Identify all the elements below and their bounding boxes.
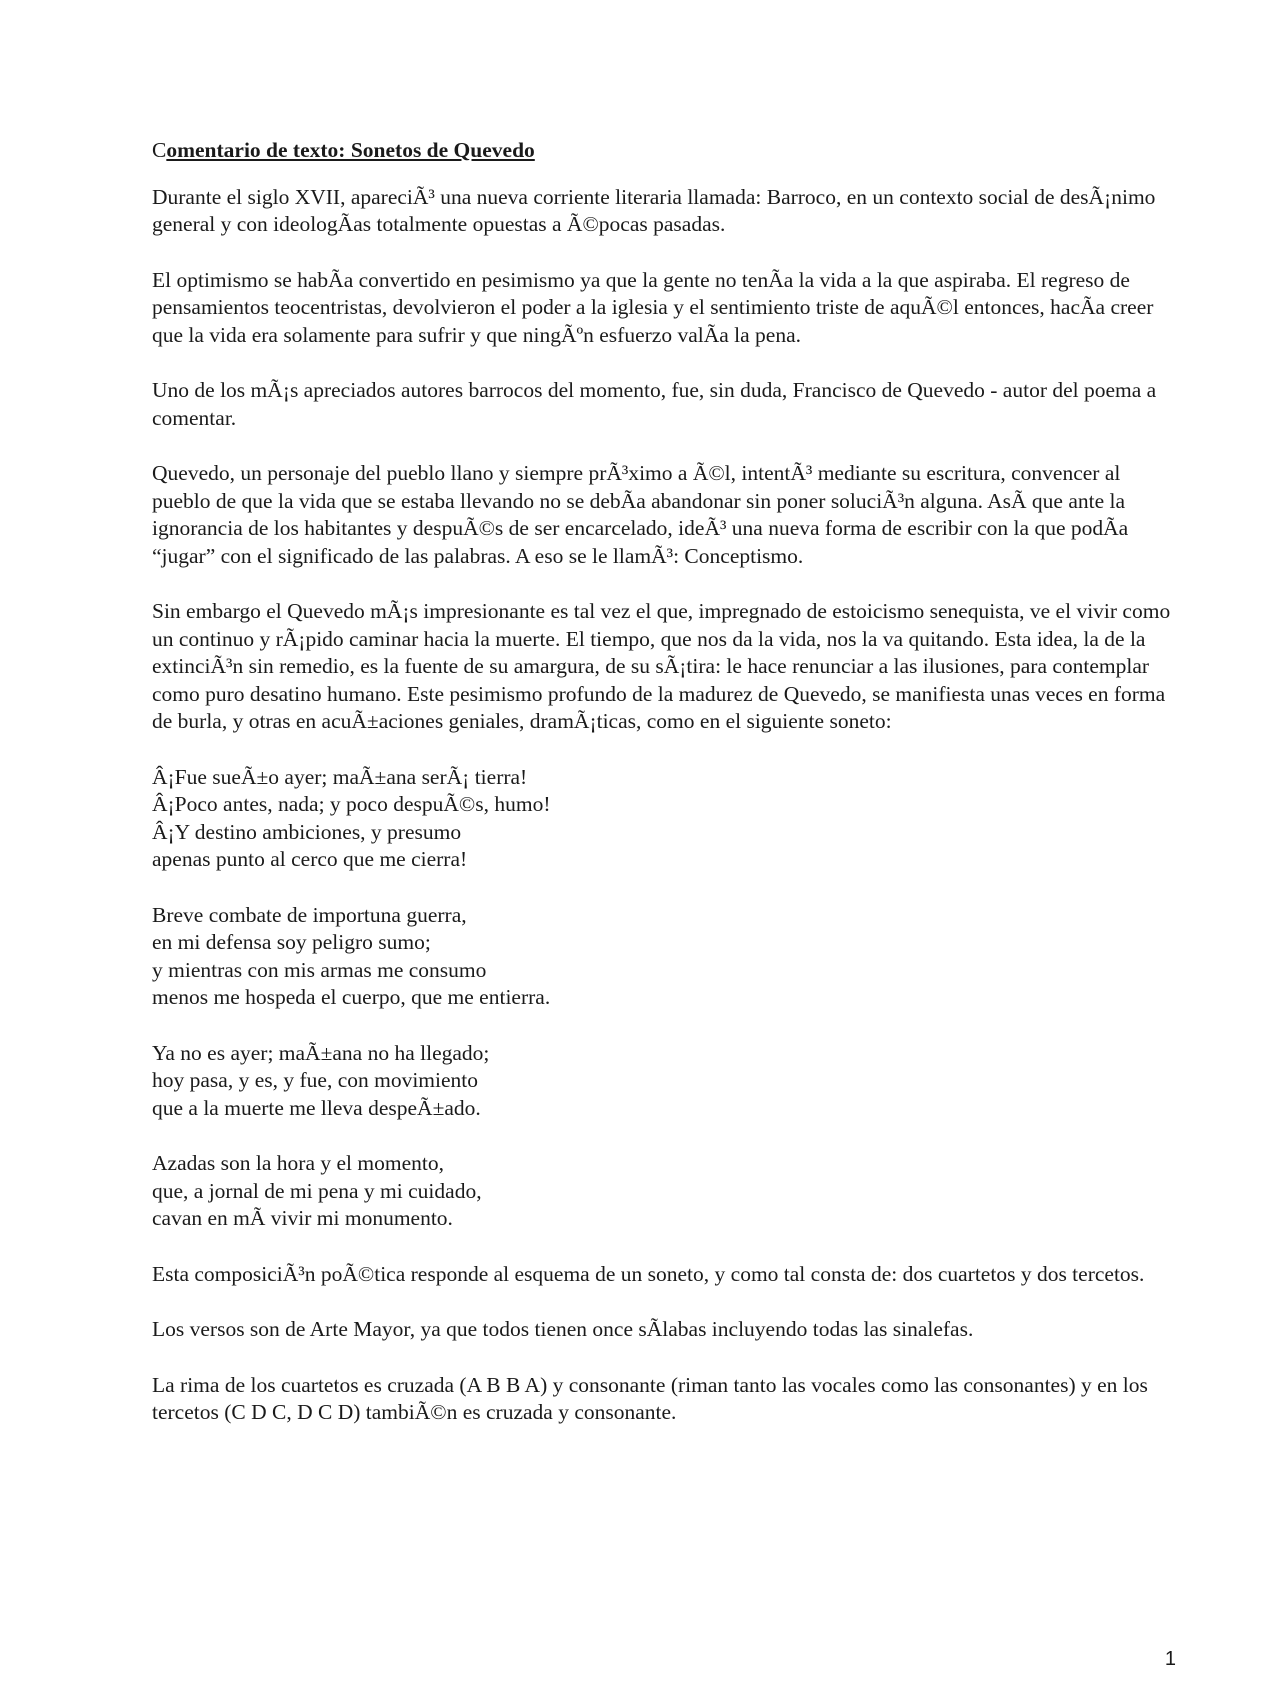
verse-line: Azadas son la hora y el momento, bbox=[152, 1151, 444, 1175]
sonnet-stanza-2 bbox=[152, 902, 1182, 1012]
paragraph-intro-5: Sin embargo el Quevedo mÃ¡s impresionante es tal vez el que, impregnado de estoicismo senequista, ve el vivir como un continuo y rÃ¡pido caminar hacia la muerte. El tiempo, que nos da la vida, nos la va quitando. Esta idea, la de la extinciÃ³n sin remedio, es la fuente de su amargura, de su sÃ¡tira: le hace renunciar a las ilusiones, para contemplar como puro desatino humano. Este pesimismo profundo de la madurez de Quevedo, se manifiesta unas veces en forma de burla, y otras en acuÃ±aciones geniales, dramÃ¡ticas, como en el siguiente soneto: bbox=[152, 599, 1171, 733]
verse-line: que, a jornal de mi pena y mi cuidado, bbox=[152, 1178, 482, 1203]
paragraph-intro-3: Uno de los mÃ¡s apreciados autores barrocos del momento, fue, sin duda, Francisco de Quevedo - autor del poema a comentar. bbox=[152, 378, 1157, 430]
paragraph-intro-4: Quevedo, un personaje del pueblo llano y siempre prÃ³ximo a Ã©l, intentÃ³ mediante su escritura, convencer al pueblo de que la vida que se estaba llevando no se debÃa abandonar sin poner soluciÃ³n alguna. AsÃ que ante la ignorancia de los habitantes y despuÃ©s de ser encarcelado, ideÃ³ una nueva forma de escribir con la que podÃa “jugar” con el significado de las palabras. A eso se le llamÃ³: Conceptismo. bbox=[152, 461, 1129, 568]
sonnet-stanza-1 bbox=[152, 764, 1182, 874]
document-title bbox=[152, 137, 1182, 165]
title-initial: C bbox=[152, 138, 167, 162]
sonnet-stanza-4 bbox=[152, 1150, 1182, 1233]
verse-line: Â¡Fue sueÃ±o ayer; maÃ±ana serÃ¡ tierra! bbox=[152, 764, 528, 789]
paragraph-analysis-1: Esta composiciÃ³n poÃ©tica responde al esquema de un soneto, y como tal consta de: dos cuartetos y dos tercetos. bbox=[152, 1261, 1145, 1286]
verse-line: y mientras con mis armas me consumo bbox=[152, 957, 487, 982]
verse-line: cavan en mÃ vivir mi monumento. bbox=[152, 1206, 453, 1230]
verse-line: menos me hospeda el cuerpo, que me entierra. bbox=[152, 985, 551, 1009]
title-text: omentario de texto: Sonetos de Quevedo bbox=[166, 138, 535, 162]
paragraph-intro-2: El optimismo se habÃa convertido en pesimismo ya que la gente no tenÃa la vida a la que aspiraba. El regreso de pensamientos teocentristas, devolvieron el poder a la iglesia y el sentimiento triste de aquÃ©l entonces, hacÃa creer que la vida era solamente para sufrir y que ningÃºn esfuerzo valÃa la pena. bbox=[152, 267, 1154, 347]
paragraph-analysis-3: La rima de los cuartetos es cruzada (A B B A) y consonante (riman tanto las vocales como las consonantes) y en los tercetos (C D C, D C D) tambiÃ©n es cruzada y consonante. bbox=[152, 1372, 1148, 1424]
page-number: 1 bbox=[1164, 1648, 1176, 1670]
paragraph-intro-1: Durante el siglo XVII, apareciÃ³ una nueva corriente literaria llamada: Barroco, en un contexto social de desÃ¡nimo general y con ideologÃas totalmente opuestas a Ã©pocas pasadas. bbox=[152, 184, 1156, 236]
verse-line: apenas punto al cerco que me cierra! bbox=[152, 847, 468, 871]
verse-line: Ya no es ayer; maÃ±ana no ha llegado; bbox=[152, 1040, 490, 1065]
verse-line: en mi defensa soy peligro sumo; bbox=[152, 930, 431, 954]
verse-line: Breve combate de importuna guerra, bbox=[152, 902, 467, 927]
verse-line: hoy pasa, y es, y fue, con movimiento bbox=[152, 1068, 479, 1092]
sonnet-stanza-3 bbox=[152, 1040, 1182, 1123]
paragraph-analysis-2: Los versos son de Arte Mayor, ya que todos tienen once sÃlabas incluyendo todas las sinalefas. bbox=[152, 1317, 974, 1341]
document-body bbox=[152, 137, 1182, 1455]
verse-line: Â¡Poco antes, nada; y poco despuÃ©s, humo! bbox=[152, 792, 551, 816]
verse-line: Â¡Y destino ambiciones, y presumo bbox=[152, 819, 462, 844]
verse-line: que a la muerte me lleva despeÃ±ado. bbox=[152, 1095, 481, 1120]
